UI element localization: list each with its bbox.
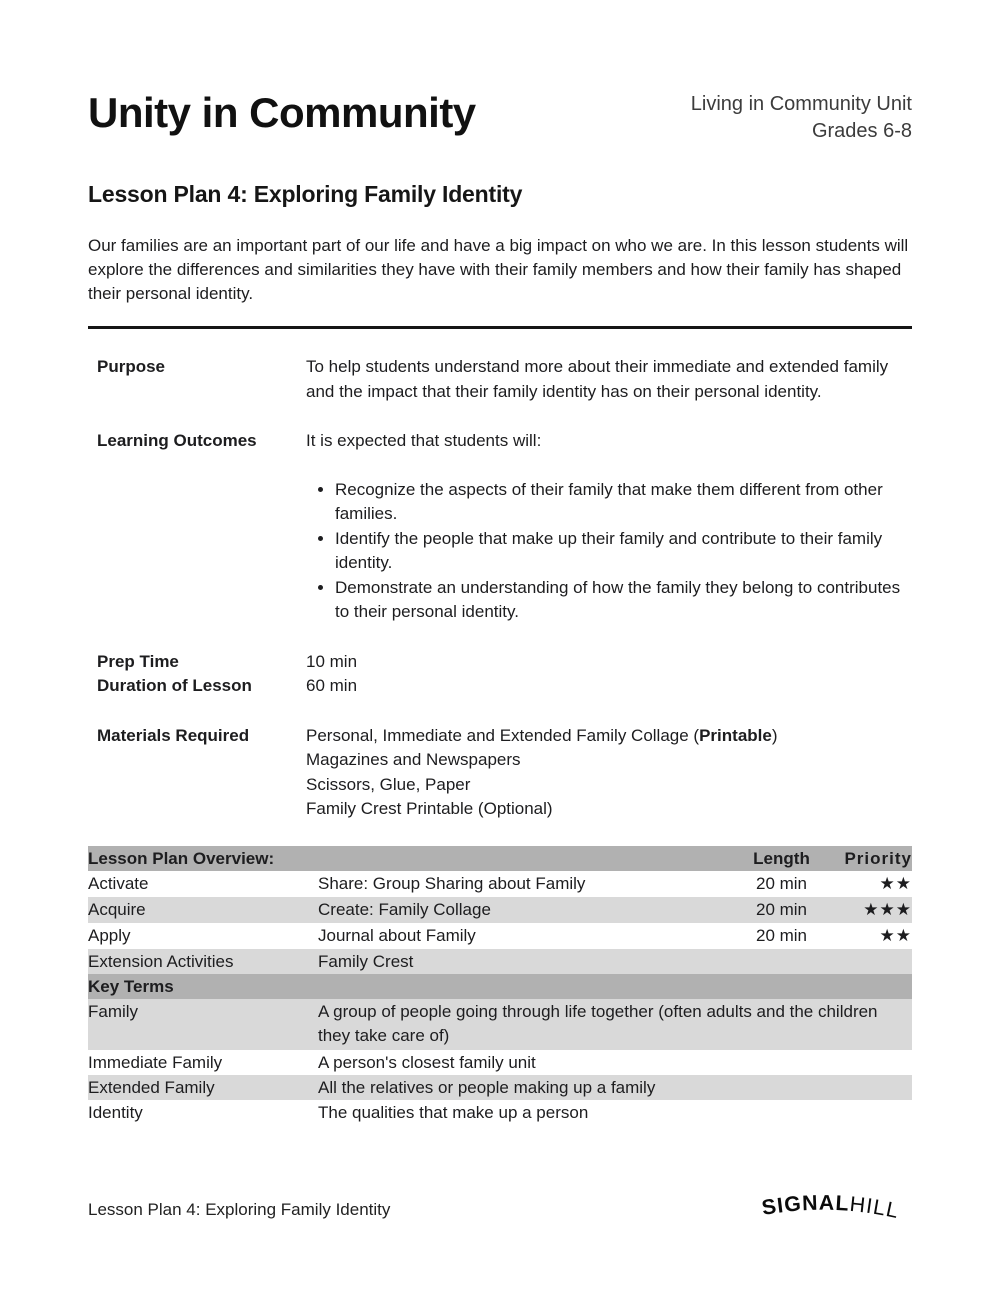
learning-outcomes-list bbox=[306, 478, 912, 625]
activity-cell: Family Crest bbox=[318, 949, 739, 974]
svg-text:SIGNALHILL bbox=[760, 1190, 901, 1223]
key-terms-header-cell: Key Terms bbox=[88, 974, 912, 999]
term-cell: Extended Family bbox=[88, 1075, 318, 1100]
definition-cell: All the relatives or people making up a family bbox=[318, 1075, 912, 1100]
key-term-row bbox=[88, 999, 912, 1050]
lesson-intro-paragraph: Our families are an important part of our life and have a big impact on who we are. In this lesson students will explore the differences and similarities they have with their family members and how their family has shaped their personal identity. bbox=[88, 236, 909, 303]
signalhill-logo bbox=[760, 1177, 912, 1243]
activity-cell: Create: Family Collage bbox=[318, 897, 739, 923]
outcome-item: • Recognize the aspects of their family that make them different from other families. bbox=[335, 478, 912, 527]
learning-outcomes-label: Learning Outcomes bbox=[97, 431, 257, 450]
materials-item-bold: Printable bbox=[699, 725, 772, 745]
overview-title-cell: Lesson Plan Overview: bbox=[88, 846, 739, 871]
timing-values bbox=[306, 650, 912, 699]
duration-value: 60 min bbox=[306, 676, 358, 695]
phase-cell: Acquire bbox=[88, 897, 318, 923]
purpose-text: To help students understand more about their immediate and extended family and the impact that their family identity has on their personal identity. bbox=[306, 357, 889, 401]
outcome-item: • Demonstrate an understanding of how the family they belong to contributes to their personal identity. bbox=[335, 576, 912, 625]
table-row bbox=[88, 949, 912, 974]
term-cell: Immediate Family bbox=[88, 1052, 223, 1072]
overview-header-row bbox=[88, 846, 912, 871]
lesson-heading: Lesson Plan 4: Exploring Family Identity bbox=[88, 181, 523, 207]
length-cell: 20 min bbox=[739, 897, 824, 923]
definition-cell: A person's closest family unit bbox=[318, 1052, 536, 1072]
document-footer bbox=[88, 1177, 912, 1243]
key-terms-header-row bbox=[88, 974, 912, 999]
priority-header-cell: Priority bbox=[824, 846, 912, 871]
grade-range: Grades 6-8 bbox=[811, 120, 912, 142]
purpose-label: Purpose bbox=[97, 357, 166, 376]
priority-cell bbox=[824, 897, 912, 923]
materials-item: Family Crest Printable (Optional) bbox=[306, 799, 553, 818]
lesson-details bbox=[88, 355, 912, 822]
definition-cell: A group of people going through life together (often adults and the children they take care of) bbox=[318, 999, 912, 1050]
table-row bbox=[88, 871, 912, 897]
phase-cell: Activate bbox=[88, 873, 149, 893]
term-cell: Family bbox=[88, 999, 318, 1050]
materials-item bbox=[306, 724, 912, 749]
materials-item: Magazines and Newspapers bbox=[306, 750, 521, 769]
activity-cell: Share: Group Sharing about Family bbox=[318, 873, 586, 893]
key-term-row bbox=[88, 1050, 912, 1075]
length-header-cell: Length bbox=[739, 846, 824, 871]
phase-cell: Apply bbox=[88, 925, 131, 945]
length-cell: 20 min bbox=[755, 873, 808, 893]
priority-cell bbox=[824, 871, 912, 897]
prep-time-label: Prep Time bbox=[97, 651, 179, 671]
table-row bbox=[88, 897, 912, 923]
materials-item-text: ) bbox=[771, 725, 778, 745]
unit-name: Living in Community Unit bbox=[690, 93, 912, 115]
materials-label: Materials Required bbox=[97, 725, 250, 745]
learning-outcomes-intro: It is expected that students will: bbox=[306, 431, 542, 450]
materials-item: Scissors, Glue, Paper bbox=[306, 774, 471, 794]
outcome-item: • Identify the people that make up their family and contribute to their family identity. bbox=[335, 527, 912, 576]
logo-text-signal: SIGNAL bbox=[760, 1190, 851, 1220]
key-term-row bbox=[88, 1100, 912, 1125]
learning-outcomes-row bbox=[88, 429, 912, 625]
lesson-plan-overview-table bbox=[88, 846, 912, 1125]
learning-outcomes-content bbox=[306, 429, 912, 625]
section-divider-rule bbox=[88, 326, 912, 329]
unit-info bbox=[691, 91, 912, 145]
purpose-row bbox=[88, 355, 912, 404]
priority-cell bbox=[824, 949, 912, 974]
length-cell bbox=[739, 949, 824, 974]
priority-stars: ★★ bbox=[879, 925, 912, 946]
timing-labels bbox=[97, 650, 306, 699]
document-header bbox=[88, 90, 912, 145]
duration-label: Duration of Lesson bbox=[97, 676, 252, 695]
materials-item-text: Personal, Immediate and Extended Family Collage ( bbox=[306, 725, 700, 745]
activity-cell: Journal about Family bbox=[318, 925, 476, 945]
phase-cell: Extension Activities bbox=[88, 949, 318, 974]
materials-list bbox=[306, 724, 912, 822]
prep-time-value: 10 min bbox=[306, 651, 358, 671]
priority-stars: ★★ bbox=[879, 873, 912, 894]
length-cell: 20 min bbox=[755, 925, 808, 945]
document-title: Unity in Community bbox=[88, 89, 476, 136]
term-cell: Identity bbox=[88, 1102, 143, 1122]
signalhill-logo-icon bbox=[760, 1177, 912, 1243]
footer-lesson-title: Lesson Plan 4: Exploring Family Identity bbox=[88, 1199, 391, 1219]
definition-cell: The qualities that make up a person bbox=[318, 1102, 589, 1122]
priority-cell bbox=[824, 923, 912, 949]
logo-text-hill: HILL bbox=[848, 1191, 902, 1223]
materials-row bbox=[88, 724, 912, 822]
timing-row bbox=[88, 650, 912, 699]
priority-stars: ★★★ bbox=[863, 899, 912, 920]
table-row bbox=[88, 923, 912, 949]
key-term-row bbox=[88, 1075, 912, 1100]
